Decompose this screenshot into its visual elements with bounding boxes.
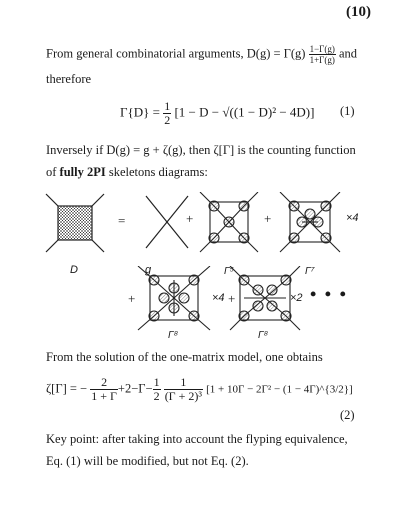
label-g: g [145,264,152,276]
label-gamma5: Γ⁵ [224,266,234,277]
equation-1-number: (1) [340,104,355,118]
eq2-f3-den: (Γ + 2)³ [164,389,202,403]
para1-suffix: and [339,46,358,61]
eq2-f2-den: 2 [153,389,160,403]
eq2-fraction-1 [90,376,118,403]
para4-line2: Eq. (1) will be modified, but not Eq. (2). [46,454,249,468]
eq2-f3-num: 1 [164,376,203,390]
equals-sign: = [118,213,126,228]
equation-2-number: (2) [340,408,355,422]
para2-prefix: of [46,165,60,179]
plus-sign-3: + [128,291,136,306]
equation-2 [46,376,353,403]
para2-line2 [46,165,208,180]
multiplicity-x2: ×2 [290,292,303,304]
para2-suffix: skeletons diagrams: [105,165,208,179]
label-gamma8b: Γ⁸ [258,330,269,341]
para1-prefix: From general combinatorial arguments, D(g) = Γ(g) [46,46,306,61]
eq2-f2-num: 1 [153,375,160,389]
eq1-half-denominator: 2 [164,113,171,127]
eq1-lhs: Γ{D} = [120,104,160,120]
eq2-lhs: ζ[Γ] = − [46,381,88,396]
multiplicity-x4-b: ×4 [212,292,225,304]
para3: From the solution of the one-matrix model, one obtains [46,350,323,364]
diagram-D-icon [46,194,104,252]
para2-bold: fully 2PI [59,165,106,179]
eq2-f1-den: 1 + Γ [91,389,117,403]
ellipsis: • • • [310,284,348,304]
eq1-half-fraction [163,100,171,127]
gamma-fraction-numerator: 1−Γ(g) [309,44,335,54]
label-gamma8a: Γ⁸ [168,330,179,341]
diagram-row-1 [40,192,380,272]
paragraph-combinatorial [46,44,357,65]
eq2-f1-num: 2 [90,376,118,390]
para1-line2: therefore [46,72,92,86]
equation-1 [120,100,314,127]
diagram-g-icon [146,196,188,248]
plus-sign-1: + [186,211,194,226]
para2-line1: Inversely if D(g) = g + ζ(g), then ζ[Γ] is the counting function [46,143,356,157]
diagram-gamma7-icon [280,192,340,252]
para4-line1: Key point: after taking into account the flyping equivalence, [46,432,348,446]
slide-number: (10) [346,4,371,20]
label-gamma7: Γ⁷ [305,266,315,277]
plus-sign-4: + [228,291,236,306]
diagram-gamma8a-icon [138,266,210,330]
gamma-fraction-denominator: 1+Γ(g) [309,55,335,65]
gamma-fraction [309,44,336,65]
label-D: D [70,264,78,276]
eq1-half-numerator: 1 [164,99,171,113]
eq2-fraction-2 [153,376,161,403]
eq2-mid: +2−Γ− [117,381,153,396]
multiplicity-x4-a: ×4 [346,212,359,224]
diagram-gamma5-icon [200,192,258,252]
plus-sign-2: + [264,211,272,226]
eq2-bracket: [1 + 10Γ − 2Γ² − (1 − 4Γ)^{3/2}] [206,383,353,396]
eq2-fraction-3 [164,376,203,403]
eq1-bracket: [1 − D − √((1 − D)² − 4D)] [174,104,315,120]
